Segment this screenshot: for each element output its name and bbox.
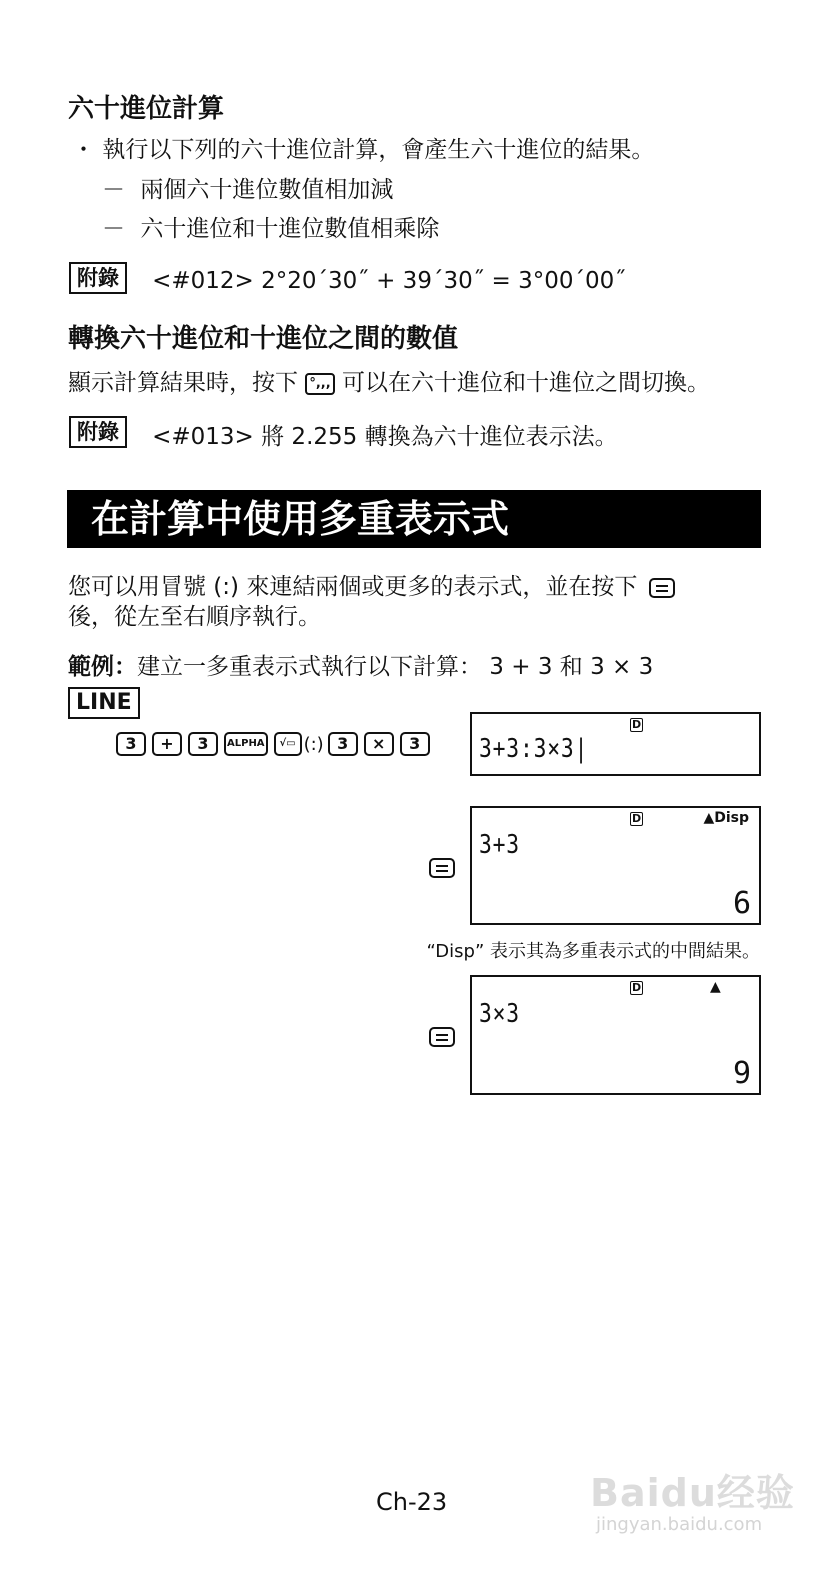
baidu-watermark-url: jingyan.baidu.com xyxy=(596,1514,763,1535)
degree-indicator: D xyxy=(632,718,642,731)
bullet-dot: ・ xyxy=(72,137,95,163)
page-number: Ch-23 xyxy=(376,1488,448,1516)
section-title-conversion: 轉換六十進位和十進位之間的數值 xyxy=(68,324,459,354)
equals-key-icon xyxy=(429,1027,455,1047)
key-3: 3 xyxy=(328,732,358,756)
degree-indicator: D xyxy=(632,981,642,994)
equals-key-icon xyxy=(429,858,455,878)
key-3: 3 xyxy=(116,732,146,756)
equals-key-icon xyxy=(649,578,675,598)
lcd-screen-1 xyxy=(470,712,761,776)
conversion-text-before: 顯示計算結果時，按下 xyxy=(68,370,298,396)
key-plus: + xyxy=(152,732,182,756)
key-sqrt-fraction: √▭ xyxy=(274,732,302,756)
section-title-sexagesimal: 六十進位計算 xyxy=(68,94,225,124)
dash-item-2 xyxy=(102,210,439,243)
lcd-expression: 3+3 xyxy=(479,830,520,860)
line-mode-badge: LINE xyxy=(68,687,140,719)
appendix-012 xyxy=(69,262,626,294)
dash-text: 六十進位和十進位數值相乘除 xyxy=(140,216,440,242)
appendix-label: 附錄 xyxy=(69,416,127,448)
appendix-013 xyxy=(69,416,618,451)
up-arrow-indicator: ▲ xyxy=(710,979,721,995)
dash-mark: － xyxy=(102,177,125,203)
lcd-result: 6 xyxy=(732,886,751,921)
intro-line-2: 後，從左至右順序執行。 xyxy=(68,604,321,630)
intro-line-1 xyxy=(68,568,675,601)
key-3: 3 xyxy=(400,732,430,756)
conversion-text xyxy=(68,364,710,397)
dash-text: 兩個六十進位數值相加減 xyxy=(140,177,394,203)
lcd-expression: 3+3:3×3| xyxy=(479,734,589,764)
key-multiply: × xyxy=(364,732,394,756)
dash-mark: － xyxy=(102,216,125,242)
bullet-item xyxy=(72,131,654,164)
chapter-banner: 在計算中使用多重表示式 xyxy=(67,490,761,548)
conversion-text-after: 可以在六十進位和十進位之間切換。 xyxy=(341,370,710,396)
colon-label: (:) xyxy=(303,733,324,755)
appendix-text: <#013> 將 2.255 轉換為六十進位表示法。 xyxy=(152,424,618,450)
bullet-text: 執行以下列的六十進位計算，會產生六十進位的結果。 xyxy=(102,137,655,163)
appendix-text: <#012> 2°20´30˝ + 39´30˝ = 3°00´00˝ xyxy=(152,267,626,294)
example-text: 建立一多重表示式執行以下計算： 3 + 3 和 3 × 3 xyxy=(137,654,654,680)
appendix-label: 附錄 xyxy=(69,262,127,294)
dash-item-1 xyxy=(102,171,393,204)
example-line xyxy=(68,648,653,681)
example-label: 範例： xyxy=(68,654,137,680)
lcd-result: 9 xyxy=(732,1056,751,1091)
disp-indicator: ▲Disp xyxy=(703,810,749,826)
dms-key-icon: °,,, xyxy=(305,373,334,395)
key-3: 3 xyxy=(188,732,218,756)
degree-indicator: D xyxy=(632,812,642,825)
lcd-screen-3 xyxy=(470,975,761,1095)
lcd-expression: 3×3 xyxy=(479,999,520,1029)
intro-text-1: 您可以用冒號 (:) 來連結兩個或更多的表示式，並在按下 xyxy=(68,574,638,600)
key-sequence xyxy=(116,732,436,756)
lcd-screen-2 xyxy=(470,806,761,925)
baidu-watermark-logo: Baidu经验 xyxy=(590,1471,795,1515)
disp-note: “Disp” 表示其為多重表示式的中間結果。 xyxy=(426,941,760,962)
key-alpha: ALPHA xyxy=(224,732,268,756)
